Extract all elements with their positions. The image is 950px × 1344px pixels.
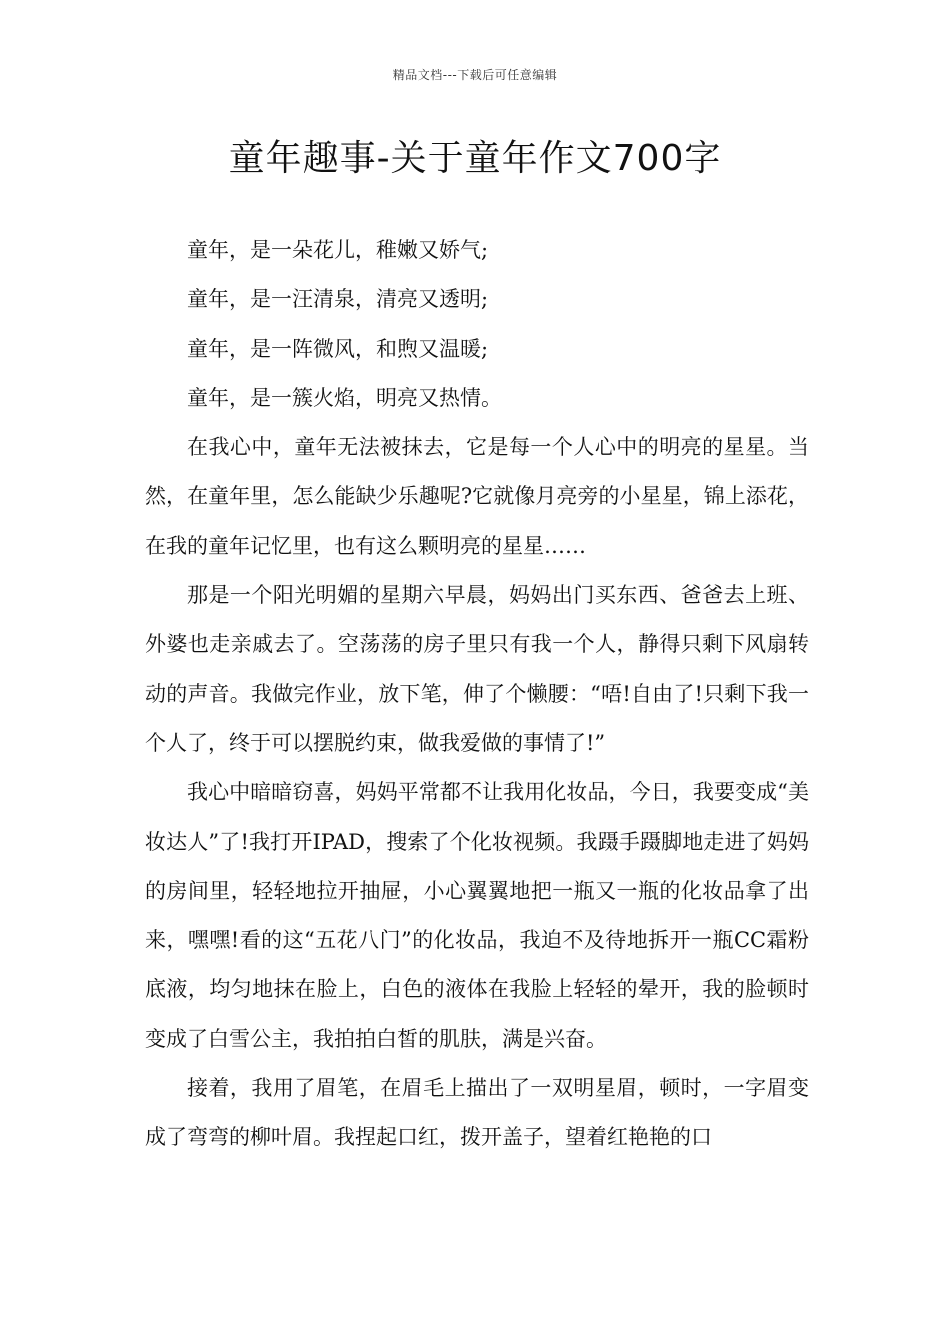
paragraph: 在我心中，童年无法被抹去，它是每一个人心中的明亮的星星。当然，在童年里，怎么能缺少乐趣呢?它就像月亮旁的小星星，锦上添花，在我的童年记忆里，也有这么颗明亮的星星……: [145, 435, 809, 558]
article-body: [145, 226, 809, 1163]
paragraph: 我心中暗暗窃喜，妈妈平常都不让我用化妆品，今日，我要变成“美妆达人”了!我打开IPAD，搜索了个化妆视频。我蹑手蹑脚地走进了妈妈的房间里，轻轻地拉开抽屉，小心翼翼地把一瓶又一瓶的化妆品拿了出来，嘿嘿!看的这“五花八门”的化妆品，我迫不及待地拆开一瓶CC霜粉底液，均匀地抹在脸上，白色的液体在我脸上轻轻的晕开，我的脸顿时变成了白雪公主，我拍拍白皙的肌肤，满是兴奋。: [145, 780, 809, 1051]
header-note: 精品文档---下载后可任意编辑: [392, 68, 558, 82]
paragraph: 童年，是一朵花儿，稚嫩又娇气;: [187, 238, 489, 262]
paragraph: 童年，是一阵微风，和煦又温暖;: [187, 336, 489, 361]
paragraph: 那是一个阳光明媚的星期六早晨，妈妈出门买东西、爸爸去上班、外婆也走亲戚去了。空荡荡的房子里只有我一个人，静得只剩下风扇转动的声音。我做完作业，放下笔，伸了个懒腰：“唔!自由了!只剩下我一个人了，终于可以摆脱约束，做我爱做的事情了!”: [145, 583, 809, 755]
page-title: 童年趣事-关于童年作文700字: [228, 138, 722, 179]
paragraph: 接着，我用了眉笔，在眉毛上描出了一双明星眉，顿时，一字眉变成了弯弯的柳叶眉。我捏起口红，拨开盖子，望着红艳艳的口: [145, 1076, 809, 1150]
paragraph: 童年，是一汪清泉，清亮又透明;: [187, 287, 489, 312]
paragraph: 童年，是一簇火焰，明亮又热情。: [187, 385, 502, 410]
